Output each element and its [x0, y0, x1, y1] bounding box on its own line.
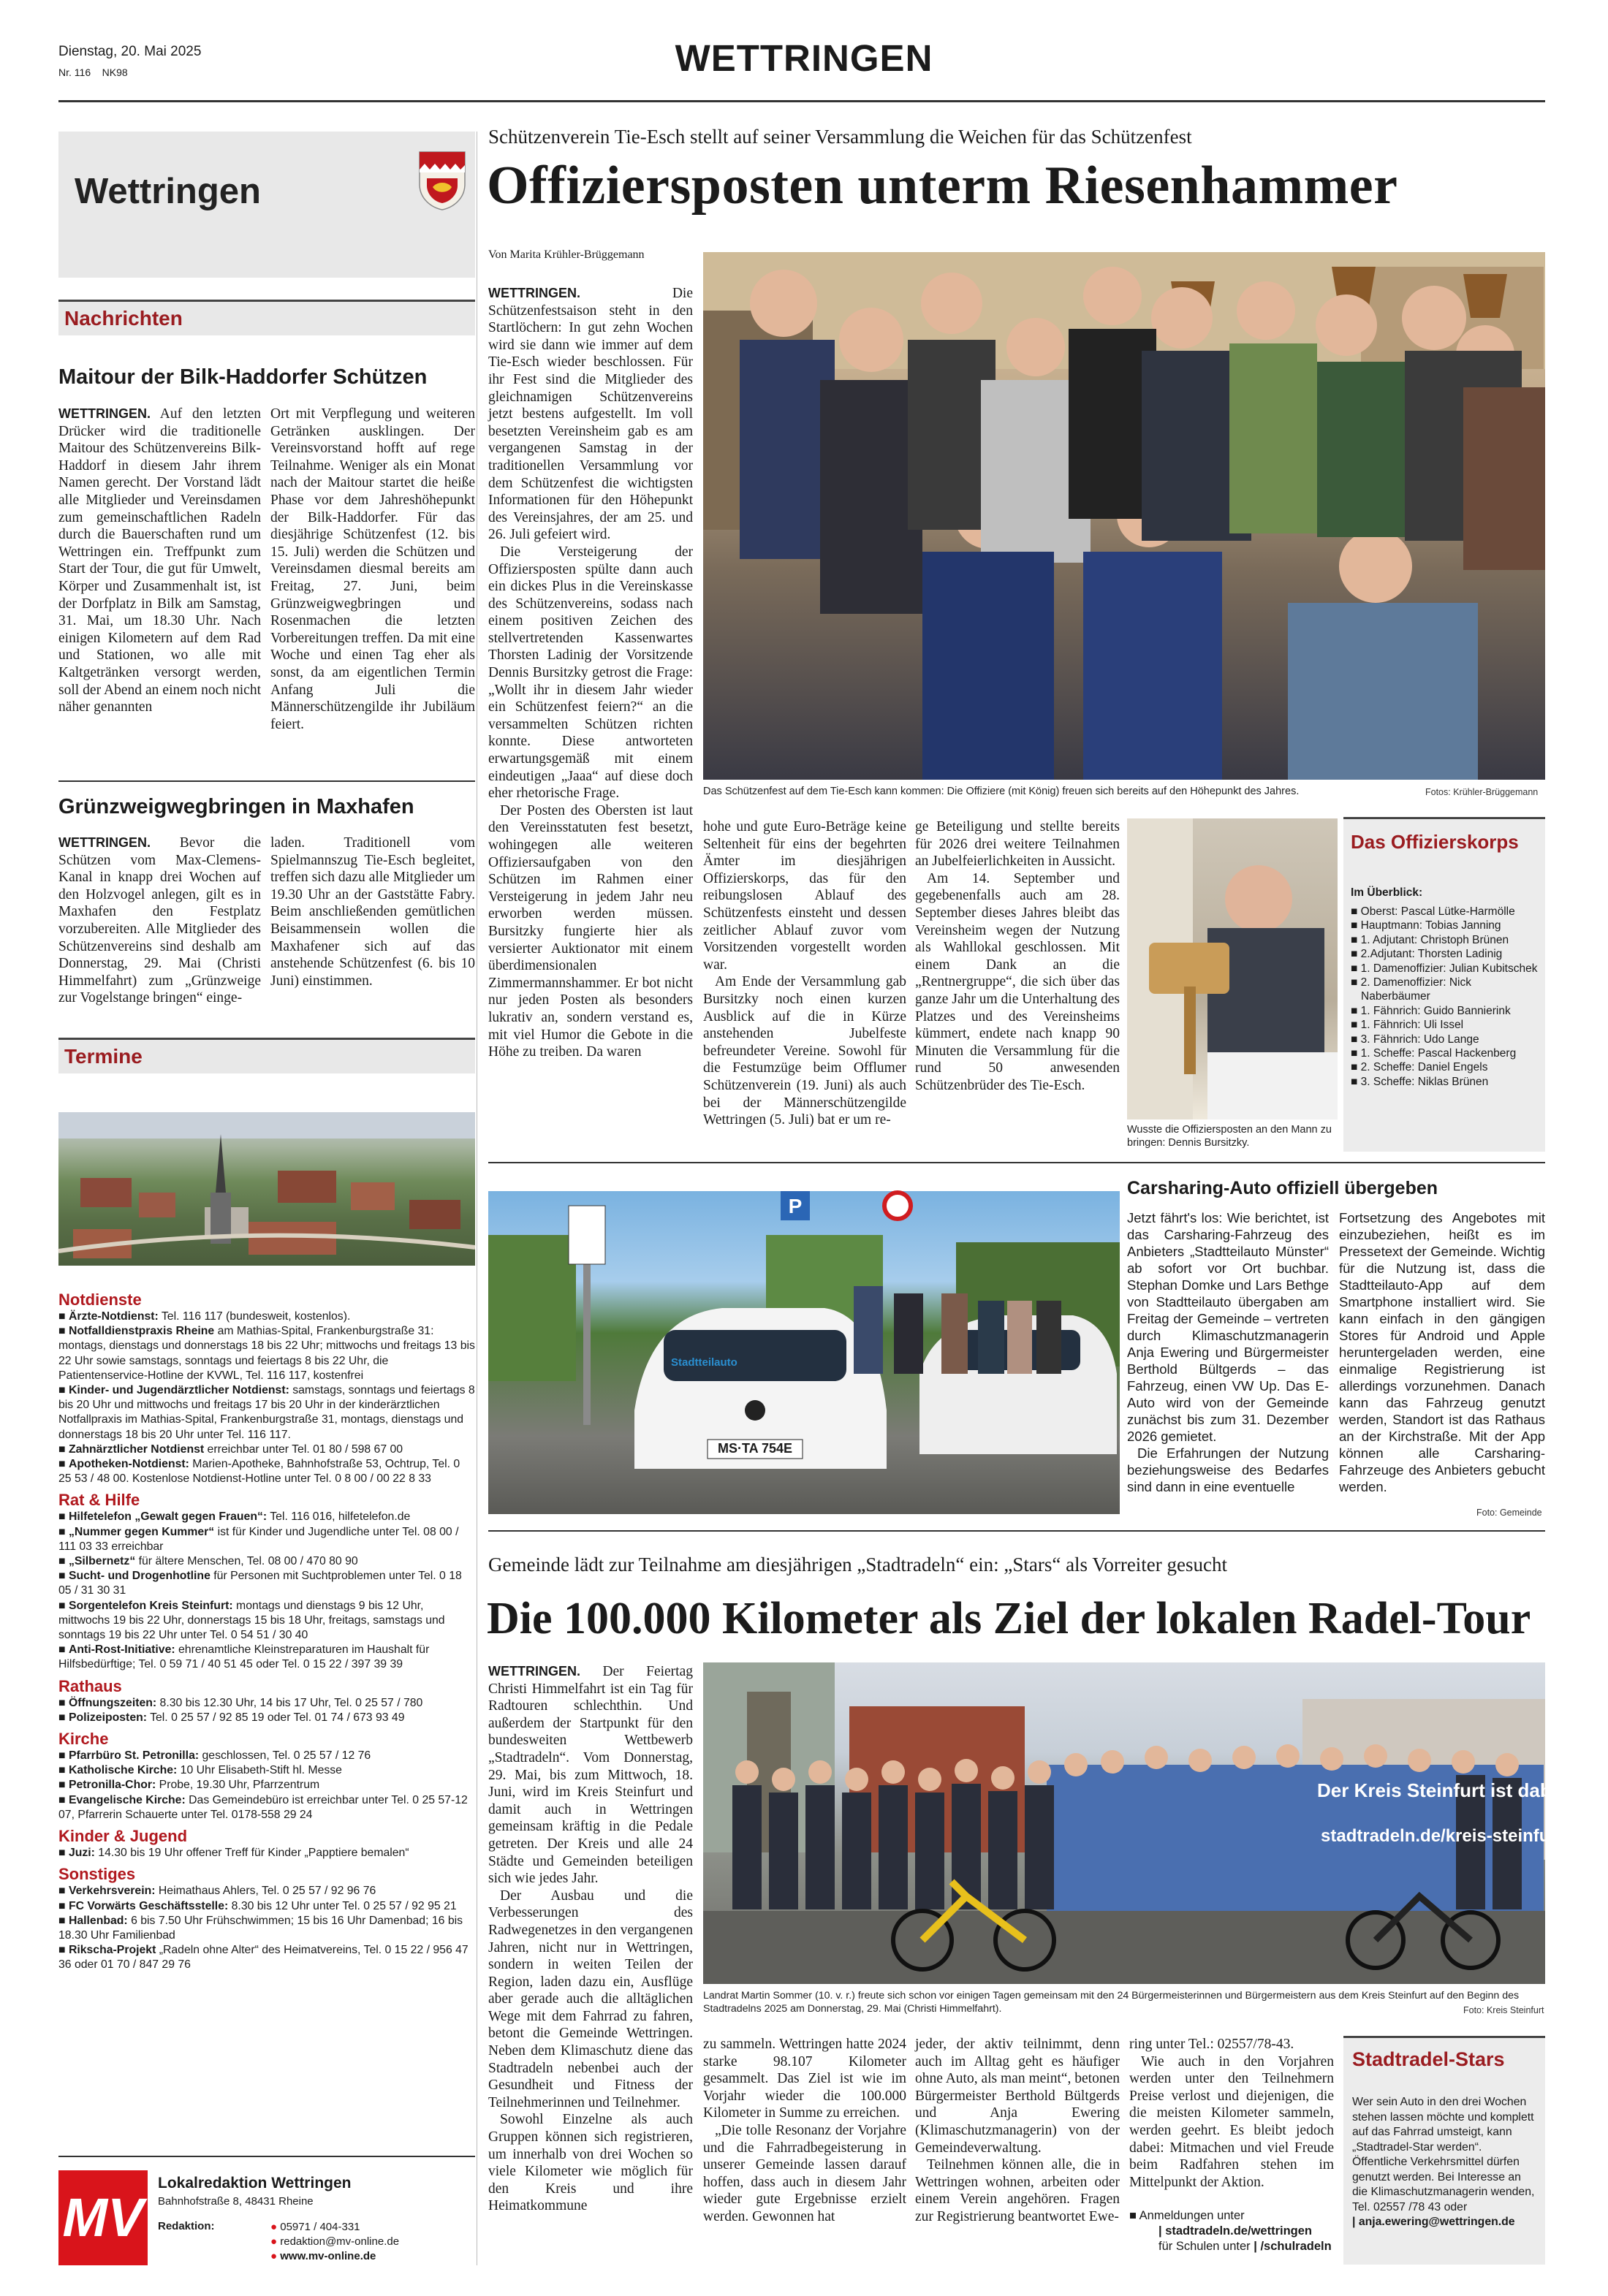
divider	[488, 1162, 1545, 1163]
mv-logo: MV	[58, 2170, 148, 2265]
issue-number: Nr. 116 NK98	[58, 66, 128, 78]
termine-header	[58, 1038, 475, 1073]
radel-col1: WETTRINGEN. Der Feiertag Christi Himmelfahrt ist ein Tag für Radtouren schlechthin. Und außerdem der Startpunkt für den bundesweiten Wettbewerb „Stadtradeln“. Vom Donnerstag, 29. Mai, bis zum Mittwoch, 18. Juni, wird im Kreis Steinfurt und damit auch in Wettringen gemeinsam kräftig in die Pedale getreten. Der Kreis und alle 24 Städte und Gemeinden beteiligen sich wie jedes Jahr. Der Ausbau und die Verbesserungen des Radwegenetzes in den vergangenen Jahren, nicht nur in Wettringen, sondern in weiten Teilen der Region, laden dazu ein, Ausflüge aber gerade auch die alltäglichen Wege mit dem Fahrrad zu fahren, betont die Gemeinde Wettringen. Neben dem Klimaschutz diene das Stadtradeln nebenbei auch der Gesundheit und Fitness der Teilnehmerinnen und Teilnehmer. Sowohl Einzelne als auch Gruppen können sich registrieren, um innerhalb von drei Wochen so viele Kilometer wie möglich für den Kreis und ihre Heimatkommune	[488, 1664, 693, 2214]
stars-email-link[interactable]: anja.ewering@wettringen.de	[1358, 2216, 1515, 2228]
redaktion-contacts	[270, 2220, 399, 2264]
header-rule	[58, 100, 1545, 102]
article-maxhafen-title: Grünzweigwegbringen in Maxhafen	[58, 795, 414, 818]
radel-kicker: Gemeinde lädt zur Teilnahme am diesjährigen „Stadtradeln“ ein: „Stars“ als Vorreiter gesucht	[488, 1554, 1228, 1575]
registration-info: ■ Anmeldungen unter | stadtradeln.de/wettringen für Schulen unter | /schulradeln	[1129, 2209, 1332, 2253]
officer-list-item: ■ Hauptmann: Tobias Janning	[1351, 919, 1501, 932]
redaktion-email[interactable]: redaktion@mv-online.de	[280, 2235, 400, 2248]
issue-date: Dienstag, 20. Mai 2025	[58, 44, 202, 59]
redaktion-web[interactable]: www.mv-online.de	[280, 2250, 376, 2262]
phone-icon: ●	[270, 2221, 278, 2233]
group-notdienste: Notdienste ■ Ärzte-Notdienst: Tel. 116 117 (bundesweit, kostenlos). ■ Notfalldienstpraxis Rheine am Mathias-Spital, Frankenburgstraße 31: montags, dienstags und donnerstags 18 bis 22 Uhr; mittwochs und freitags 13 bis 22 Uhr sowie samstags, sonntags und feiertags 8 bis 22 Uhr, die Patientenservice-Hotline der KVWL, Tel. 116 117, kostenfrei ■ Kinder- und Jugendärztlicher Notdienst: samstags, sonntags und feiertags 8 bis 20 Uhr und mittwochs und freitags 17 bis 20 Uhr in der kinderärztlichen Notfallpraxis im Mathias-Spital, Frankenburgstraße 31, montags, dienstags und donnerstags 18 bis 20 Uhr unter Tel. 116 117. ■ Zahnärztlicher Notdienst erreichbar unter Tel. 01 80 / 598 67 00 ■ Apotheken-Notdienst: Marien-Apotheke, Bahnhofstraße 53, Ochtrup, Tel. 0 25 53 / 48 00. Kostenlose Notdienst-Hotline unter Tel. 0 8 00 / 00 22 8 33	[58, 1290, 475, 1486]
termine-title: Termine	[64, 1045, 143, 1068]
termine-list	[58, 1286, 475, 2147]
group-kirche: Kirche ■ Pfarrbüro St. Petronilla: geschlossen, Tel. 0 25 57 / 12 76 ■ Katholische Kirche: 10 Uhr Elisabeth-Stift hl. Messe ■ Petronilla-Chor: Probe, 19.30 Uhr, Pfarrzentrum ■ Evangelische Kirche: Das Gemeindebüro ist erreichbar unter Tel. 0 25 57-12 07, Pfarrerin Schauerte unter Tel. 0178-558 29 24	[58, 1730, 468, 1821]
article-maitour-col1: WETTRINGEN. Auf den letzten Drücker wird die traditionelle Maitour des Schützenvereins Bilk-Haddorf in diesem Jahr ihrem Namen gerecht. Der Vorstand lädt alle Mitglieder und Vereinsdamen zum gemeinschaftlichen Radeln durch die Bauerschaften rund um Wettringen ein. Treffpunkt zum Start der Tour, die gut für Umwelt, Körper und Zusammenhalt ist, ist der Dorfplatz in Bilk am Samstag, 31. Mai, um 18.30 Uhr. Nach einigen Kilometern auf dem Rad und Stationen, wo alle mit Kaltgetränken versorgt werden, soll der Abend an einem noch nicht näher genannten	[58, 406, 261, 715]
mail-icon: ●	[270, 2235, 278, 2248]
redaktion-name: Lokalredaktion Wettringen	[158, 2175, 352, 2192]
officer-list-item: ■ 1. Adjutant: Christoph Brünen	[1351, 933, 1509, 946]
officer-list-item: ■ 2. Scheffe: Daniel Engels	[1351, 1061, 1488, 1074]
officer-list-item: ■ 2.Adjutant: Thorsten Ladinig	[1351, 948, 1503, 961]
svg-text:P: P	[788, 1195, 803, 1217]
officers-group-photo	[703, 252, 1545, 780]
bullet-icon: ■	[1129, 2209, 1137, 2222]
schulradeln-link[interactable]: /schulradeln	[1260, 2240, 1332, 2253]
auctioneer-photo-caption: Wusste die Offiziersposten an den Mann zu bringen: Dennis Bursitzky.	[1127, 1124, 1332, 1149]
registration-link[interactable]: stadtradeln.de/wettringen	[1165, 2224, 1312, 2238]
article-maxhafen-col1: WETTRINGEN. Bevor die Schützen vom Max-Clemens-Kanal in knapp drei Wochen auf den Holzvogel anlegen, gilt es in Maxhafen den Festplatz vorzubereiten. Alle Mitglieder des Schützenvereins sind deshalb am Donnerstag, 29. Mai (Christi Himmelfahrt) zum „Grünzweige zur Vogelstange bringen“ einge-	[58, 835, 262, 1006]
main-col2: hohe und gute Euro-Beträge keine Seltenheit für eins der begehrten Ämter im diesjährigen Offizierskorps, das für den reibungslosen Ablauf des Schützenfests einsteht und dessen zeitlicher Ablauf zuvor vom Vorsitzenden vorgestellt worden war. Am Ende der Versammlung gab Bursitzky noch einen kurzen Ausblick auf die in Kürze anstehenden Jubelfeste befreundeter Vereine. Sowohl für die Festumzüge beim Offlumer Schützenverein (19. Juni) als auch bei der Männerschützengilde Wettringen (5. Juli) bat er um re-	[703, 819, 906, 1128]
main-kicker: Schützenverein Tie-Esch stellt auf seiner Versammlung die Weichen für das Schützenfest	[488, 126, 1192, 148]
main-byline: Von Marita Krühler-Brüggemann	[488, 248, 645, 261]
main-col3: ge Beteiligung und stellte bereits für 2026 drei weitere Teilnahmen an Jubelfeierlichkeiten in Aussicht. Am 14. September und gegebenenfalls auch am 28. September dieses Jahres bleibt das Vereinsheim wegen der Nutzung als Wahllokal geschlossen. Mit einem Dank an die „Rentnergruppe“, die sich über das ganze Jahr um die Unterhaltung des Platzes und des Vereinsheims kümmert, endete nach knapp 90 Minuten die Versammlung für die rund 50 anwesenden Schützenbrüder des Tie-Esch.	[915, 819, 1120, 1093]
article-maitour-col2: Ort mit Verpflegung und weiteren Getränken ausklingen. Der Vereinsvorstand hofft auf rege Teilnahme. Weniger als ein Monat nach der Maitour startet die heiße Phase vor dem Jahreshöhepunkt der Bilk-Haddorfer. Für das diesjährige Schützenfest (12. bis 15. Juli) werden die Schützen und Vereinsdamen diesmal bereits am Freitag, 27. Juni, beim Grünzweigwegbringen und Rosenmachen die letzten Vorbereitungen treffen. Da mit eine Woche und einen Tag eher als sonst, da am eigentlichen Termin Anfang Juli die Männerschützengilde ihr Jubiläum feiert.	[270, 406, 475, 732]
stadtradel-stars-box	[1343, 2036, 1545, 2265]
group-rathaus: Rathaus ■ Öffnungszeiten: 8.30 bis 12.30 Uhr, 14 bis 17 Uhr, Tel. 0 25 57 / 780 ■ Polizeiposten: Tel. 0 25 57 / 92 85 19 oder Tel. 01 74 / 673 93 49	[58, 1676, 423, 1724]
stadtradeln-caption: Landrat Martin Sommer (10. v. r.) freute sich schon vor einigen Tagen gemeinsam mit den 24 Bürgermeisterinnen und Bürgermeistern aus dem Kreis Steinfurt auf den Beginn des Stadtradelns 2025 am Donnerstag, 29. Mai (Christi Himmelfahrt).	[703, 1990, 1520, 2015]
divider	[488, 1530, 1545, 1532]
stars-title: Stadtradel-Stars	[1352, 2048, 1505, 2070]
carsharing-title: Carsharing-Auto offiziell übergeben	[1127, 1178, 1438, 1198]
officer-list-item: ■ 1. Damenoffizier: Julian Kubitschek	[1351, 962, 1538, 975]
radel-col2: zu sammeln. Wettringen hatte 2024 starke 98.107 Kilometer gesammelt. Das Ziel ist wie im Vorjahr wieder die 100.000 Kilometer in Summe zu erreichen. „Die tolle Resonanz der Vorjahre und die Fahrradbegeisterung in unserer Gemeinde lassen darauf hoffen, dass auch in diesem Jahr wieder gute Ergebnisse erzielt werden. Gewonnen hat	[703, 2037, 906, 2224]
radel-headline: Die 100.000 Kilometer als Ziel der lokalen Radel-Tour	[487, 1594, 1531, 1643]
redaktion-label: Redaktion:	[158, 2220, 215, 2232]
wettringen-crest-icon	[418, 151, 466, 210]
main-headline: Offiziersposten unterm Riesenhammer	[487, 156, 1398, 216]
officer-list-item: ■ 2. Damenoffizier: Nick Naberbäumer	[1351, 976, 1471, 1003]
group-sonstiges: Sonstiges ■ Verkehrsverein: Heimathaus Ahlers, Tel. 0 25 57 / 92 96 76 ■ FC Vorwärts Geschäftsstelle: 8.30 bis 12 Uhr unter Tel. 0 25 57 / 92 95 21 ■ Hallenbad: 6 bis 7.50 Uhr Frühschwimmen; 15 bis 16 Uhr Damenbad; 16 bis 18.30 Uhr Familienbad ■ Rikscha-Projekt „Radeln ohne Alter“ des Heimatvereins, Tel. 0 15 22 / 956 47 36 oder 01 70 / 847 29 76	[58, 1865, 469, 1972]
officer-list-item: ■ 1. Fähnrich: Guido Bannierink	[1351, 1004, 1511, 1017]
divider	[58, 780, 475, 782]
stars-text: Wer sein Auto in den drei Wochen stehen lassen möchte und komplett auf das Fahrrad umsteigt, kann „Stadtradel-Star werden“. Öffentliche Verkehrsmittel dürfen genutzt werden. Bei Interesse an die Klimaschutzmanagerin wenden, Tel. 02557 /78 43 oder | anja.ewering@wettringen.de	[1352, 2096, 1535, 2228]
offizierskorps-box	[1343, 817, 1545, 1152]
town-box	[58, 132, 475, 278]
web-icon: ●	[270, 2250, 278, 2262]
officer-list	[1351, 905, 1542, 1089]
radel-col4: ring unter Tel.: 02557/78-43. Wie auch in den Vorjahren werden unter den Teilnehmern Preise verlost und diejenigen, die die meisten Kilometer sammeln, werden geehrt. Es bleibt jedoch dabei: Mitmachen und viel Freude beim Radfahren stehen im Mittelpunkt der Aktion.	[1129, 2037, 1334, 2190]
car-brand-label: Stadtteilauto	[671, 1356, 737, 1369]
banner-title: Der Kreis Steinfurt ist dabei!	[1317, 1779, 1574, 1801]
license-plate: MS·TA 754E	[717, 1441, 793, 1456]
stadtradeln-credit: Foto: Kreis Steinfurt	[1463, 2005, 1544, 2015]
officer-list-item: ■ 1. Scheffe: Pascal Hackenberg	[1351, 1047, 1517, 1060]
group-kinder-jugend: Kinder & Jugend ■ Juzi: 14.30 bis 19 Uhr offener Treff für Kinder „Papptiere bemalen“	[58, 1827, 409, 1860]
redaktion-phone[interactable]: 05971 / 404-331	[280, 2221, 360, 2233]
divider	[58, 2156, 475, 2157]
stadtradeln-group-photo	[703, 1662, 1574, 1984]
auctioneer-hammer-photo	[1127, 818, 1338, 1120]
aerial-town-photo	[58, 1112, 475, 1266]
officer-list-item: ■ 1. Fähnrich: Uli Issel	[1351, 1019, 1464, 1032]
nachrichten-title: Nachrichten	[64, 307, 183, 330]
section-title: WETTRINGEN	[675, 37, 933, 79]
carsharing-photo	[488, 1191, 1120, 1514]
redaktion-address: Bahnhofstraße 8, 48431 Rheine	[158, 2195, 314, 2208]
article-maxhafen-col2: laden. Traditionell vom Spielmannszug Tie-Esch begleitet, treffen sich dazu alle Mitglieder um 19.30 Uhr an der Gaststätte Fabry. Beim anschließenden gemütlichen Beisammensein wollen die Maxhafener sich auf das anstehende Schützenfest (6. bis 10 Juni) einstimmen.	[270, 835, 475, 989]
officer-list-item: ■ 3. Fähnrich: Udo Lange	[1351, 1033, 1479, 1046]
nachrichten-header	[58, 300, 475, 335]
carsharing-col2: Fortsetzung des Angebotes mit einzubeziehen, heißt es im Pressetext der Gemeinde. Wichtig für die Nutzung ist, dass die Stadtteilauto-App auf dem Smartphone installiert wird. Sie kann einfach in den gängigen Stores für Android und Apple heruntergeladen werden, eine einmalige Registrierung ist allerdings vorzunehmen. Danach kann das Fahrzeug genutzt werden, Standort ist das Rathaus an der Kirchstraße. Mit der App können alle Carsharing-Fahrzeuge des Anbieters gebucht werden.	[1339, 1210, 1545, 1494]
main-col1: WETTRINGEN. Die Schützenfestsaison steht in den Startlöchern: In gut zehn Wochen wird sie dann wie immer auf dem Tie-Esch wieder beschlossen. Für ihr Fest sind die Mitglieder des gleichnamigen Schützenvereins jetzt bestens aufgestellt. Im voll besetzten Vereinsheim gab es am vergangenen Samstag in der traditionellen Versammlung vor dem Schützenfest die wichtigsten Informationen für den Höhepunkt des Vereinsjahres, der am 25. und 26. Juli gefeiert wird. Die Versteigerung der Offiziersposten spülte dann auch ein dickes Plus in die Vereinskasse des Schützenvereins, sodass nach einem positiven Zeichen des stellvertretenden Kassenwartes Thorsten Ladinig der Vorsitzende Dennis Bursitzky getrost die Frage: „Wollt ihr in diesem Jahr wieder ein Schützenfest feiern?“ an die versammelten Schützen richten konnte. Diese antworteten erwartungsgemäß mit einem eindeutigen „Jaaa“ auf diese doch eher rhetorische Frage. Der Posten des Obersten ist laut den Vereinsstatuten fest besetzt, wohingegen alle weiteren Offiziersaufgaben von den Schützen im Rahmen einer Versteigerung in jedem Jahr neu erworben werden müssen. Bursitzky fungierte hier als versierter Auktionator mit einem überdimensionalen Zimmermannshammer. Er bot nicht nur jeden Posten als besonders lukrativ an, sondern verstand es, mit viel Humor die Gebote in die Höhe zu treiben. Da waren	[488, 286, 693, 1060]
carsharing-col1: Jetzt fährt's los: Wie berichtet, ist das Carsharing-Fahrzeug des Anbieters „Stadtteilauto Münster“ ab sofort vor Ort buchbar. Stephan Domke und Lars Bethge von Stadtteilauto übergaben am Freitag der Gemeinde – vertreten durch Klimaschutzmanagerin Anja Ewering und Bürgermeister Berthold Bültgerds – das Fahrzeug, einen VW Up. Das E-Auto wird von der Gemeinde zunächst bis zum 31. Dezember 2026 gemietet. Die Erfahrungen der Nutzung beziehungsweise des Bedarfes sind dann in eine eventuelle	[1127, 1210, 1329, 1494]
radel-col3: jeder, der aktiv teilnimmt, denn auch im Alltag geht es häufiger ohne Auto, als man meint“, betonen Bürgermeister Berthold Bültgerds und Anja Ewering (Klimaschutzmanagerin) von der Gemeindeverwaltung. Teilnehmen können alle, die in Wettringen wohnen, arbeiten oder einem Verein angehören. Fragen zur Registrierung beantwortet Ewe-	[915, 2037, 1120, 2224]
offizierskorps-subtitle: Im Überblick:	[1351, 886, 1423, 899]
carsharing-credit: Foto: Gemeinde	[1476, 1508, 1542, 1518]
officers-photo-credit: Fotos: Krühler-Brüggemann	[1425, 787, 1539, 797]
town-title: Wettringen	[75, 172, 261, 211]
officer-list-item: ■ Oberst: Pascal Lütke-Harmölle	[1351, 905, 1515, 918]
banner-url: stadtradeln.de/kreis-steinfurt	[1321, 1826, 1563, 1846]
article-maitour-title: Maitour der Bilk-Haddorfer Schützen	[58, 365, 428, 389]
group-rat-hilfe: Rat & Hilfe ■ Hilfetelefon „Gewalt gegen Frauen“: Tel. 116 016, hilfetelefon.de ■ „Nummer gegen Kummer“ ist für Kinder und Jugendliche unter Tel. 08 00 / 111 03 33 erreichbar ■ „Silbernetz“ für ältere Menschen, Tel. 08 00 / 470 80 90 ■ Sucht- und Drogenhotline für Personen mit Suchtproblemen unter Tel. 0 18 05 / 31 30 31 ■ Sorgentelefon Kreis Steinfurt: montags und dienstags 9 bis 12 Uhr, mittwochs 19 bis 22 Uhr, donnerstags 15 bis 18 Uhr, freitags, samstags und sonntags 19 bis 22 Uhr unter Tel. 0 54 51 / 30 40 ■ Anti-Rost-Initiative: ehrenamtliche Kleinstreparaturen im Haushalt für Hilfsbedürftige; Tel. 0 59 71 / 40 51 45 oder Tel. 0 15 22 / 397 39 39	[58, 1491, 462, 1671]
officer-list-item: ■ 3. Scheffe: Niklas Brünen	[1351, 1075, 1489, 1088]
offizierskorps-title: Das Offizierskorps	[1351, 831, 1519, 853]
officers-photo-caption: Das Schützenfest auf dem Tie-Esch kann kommen: Die Offiziere (mit König) freuen sich bereits auf den Höhepunkt des Jahres.	[703, 786, 1300, 797]
